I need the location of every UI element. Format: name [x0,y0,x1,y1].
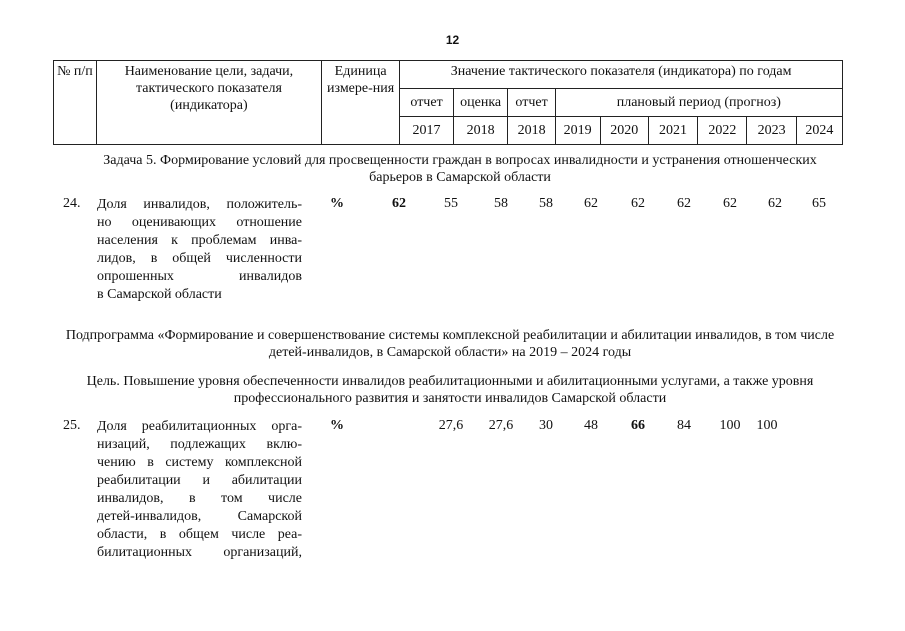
col-unit-header: Единица измере-ния [321,61,399,145]
year-cell: 2022 [698,117,747,145]
name-line: чению в систему комплексной [97,455,302,470]
goal-title: Цель. Повышение уровня обеспеченности инвалидов реабилитационными и абилитационными услугами, а также уровня профессионального развития и занятости инвалидов Самарской области [86,374,814,406]
value-cell: 62 [723,196,737,211]
name-line: лидов, в общей численности [97,251,302,266]
row-number: 24. [63,196,81,211]
name-line: детей-инвалидов, Самарской [97,509,302,524]
value-cell: 30 [539,418,553,433]
value-cell: 48 [584,418,598,433]
value-cell: 62 [631,196,645,211]
year-cell: 2018 [508,117,555,145]
col-number-header: № п/п [54,61,97,145]
value-cell: 55 [444,196,458,211]
value-cell: 62 [768,196,782,211]
indicator-table-header [53,60,843,145]
year-cell: 2024 [796,117,842,145]
year-cell: 2020 [600,117,648,145]
indicator-name [97,196,302,304]
subheader-report: отчет [400,89,454,117]
value-cell: 62 [392,196,406,211]
name-line: населения к проблемам инва- [97,233,302,248]
name-line: в Самарской области [97,287,222,302]
value-cell: 58 [539,196,553,211]
subheader-estimate: оценка [453,89,508,117]
value-cell: 100 [756,418,778,433]
name-line: билитационных организаций, [97,545,302,560]
name-line: инвалидов, в том числе [97,491,302,506]
col-values-header: Значение тактического показателя (индикатора) по годам [400,61,843,89]
task-title: Задача 5. Формирование условий для просвещенности граждан в вопросах инвалидности и устранения отношенческих барьеров в Самарской области [103,153,817,185]
value-cell: 100 [719,418,741,433]
name-line: низаций, подлежащих вклю- [97,437,302,452]
unit-cell: % [330,196,344,211]
page-number: 12 [445,33,460,47]
year-cell: 2017 [400,117,454,145]
row-number: 25. [63,418,81,433]
year-cell: 2023 [747,117,796,145]
subheader-plan: плановый период (прогноз) [555,89,842,117]
name-line: опрошенных инвалидов [97,269,302,284]
subprogram-title: Подпрограмма «Формирование и совершенствование системы комплексной реабилитации и абилитации инвалидов, в том числе детей-инвалидов, в Самарской области» на 2019 – 2024 годы [65,328,835,360]
year-cell: 2019 [555,117,600,145]
name-line: но оценивающих отношение [97,215,302,230]
value-cell: 62 [584,196,598,211]
name-line: реабилитации и абилитации [97,473,302,488]
name-line: Доля реабилитационных орга- [97,419,302,434]
value-cell: 58 [494,196,508,211]
col-name-header: Наименование цели, задачи, тактического показателя (индикатора) [96,61,321,145]
year-cell: 2021 [648,117,697,145]
name-line: Доля инвалидов, положитель- [97,197,302,212]
value-cell: 27,6 [438,418,464,433]
value-cell: 65 [812,196,826,211]
value-cell: 27,6 [488,418,514,433]
name-line: области, в общем числе реа- [97,527,302,542]
subheader-report: отчет [508,89,555,117]
value-cell: 66 [631,418,645,433]
value-cell: 62 [677,196,691,211]
unit-cell: % [330,418,344,433]
year-cell: 2018 [453,117,508,145]
value-cell: 84 [677,418,691,433]
indicator-name [97,418,302,562]
